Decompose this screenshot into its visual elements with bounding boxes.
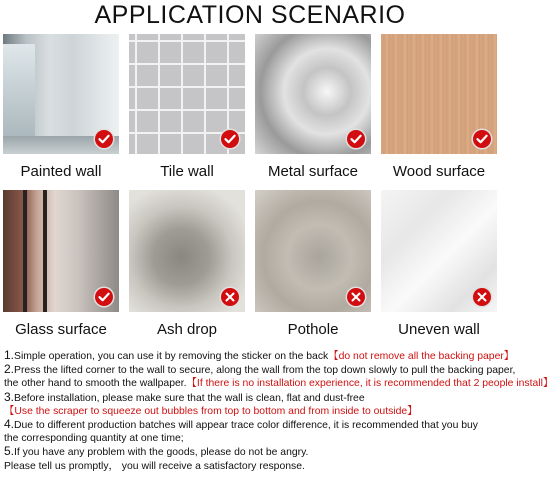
instruction-notes: [4, 348, 553, 473]
check-icon: [347, 130, 365, 148]
page-title: APPLICATION SCENARIO: [94, 1, 406, 29]
scenario-ash-drop: [129, 190, 245, 348]
scenario-label: Tile wall: [160, 163, 214, 180]
note-4-cont: the corresponding quantity at one time;: [4, 433, 184, 445]
check-icon: [95, 288, 113, 306]
scenario-pothole: [255, 190, 371, 348]
note-3: 3.Before installation, please make sure that the wall is clean, flat and dust-free: [4, 389, 365, 404]
scenario-uneven-wall: [381, 190, 497, 348]
note-4: 4.Due to different production batches will appear trace color difference, it is recommended that you buy: [4, 417, 479, 432]
wood-surface-image: [381, 34, 497, 154]
pothole-image: [255, 190, 371, 312]
scenario-painted-wall: [3, 34, 119, 190]
scenario-grid: [3, 34, 497, 348]
scenario-tile-wall: [129, 34, 245, 190]
scenario-label: Ash drop: [156, 321, 218, 338]
scenario-metal-surface: [255, 34, 371, 190]
scenario-label: Pothole: [287, 321, 339, 338]
check-icon: [95, 130, 113, 148]
door-frame: [23, 190, 27, 312]
note-1: 1.Simple operation, you can use it by removing the sticker on the back【do not remove all the backing paper】: [4, 348, 515, 362]
cross-icon: [221, 288, 239, 306]
scenario-label: Glass surface: [15, 321, 107, 338]
check-icon: [473, 130, 491, 148]
cross-icon: [473, 288, 491, 306]
metal-surface-image: [255, 34, 371, 154]
painted-wall-image: [3, 34, 119, 154]
scenario-label: Metal surface: [267, 163, 359, 180]
scenario-label: Painted wall: [20, 163, 102, 180]
note-2: 2.Press the lifted corner to the wall to secure, along the wall from the top down slowly to pull the backing paper,: [4, 362, 516, 377]
note-5-cont: Please tell us promptly， you will receive a satisfactory response.: [4, 460, 305, 472]
scenario-wood-surface: [381, 34, 497, 190]
glass-surface-image: [3, 190, 119, 312]
uneven-wall-image: [381, 190, 497, 312]
scenario-label: Uneven wall: [398, 321, 480, 338]
ash-drop-image: [129, 190, 245, 312]
note-5: 5.If you have any problem with the goods, please do not be angry.: [4, 444, 309, 459]
scenario-glass-surface: [3, 190, 119, 348]
window-light: [3, 44, 35, 139]
door-frame: [43, 190, 47, 312]
tile-wall-image: [129, 34, 245, 154]
cross-icon: [347, 288, 365, 306]
note-3-highlight: 【Use the scraper to squeeze out bubbles from top to bottom and from inside to outside】: [4, 405, 418, 417]
check-icon: [221, 130, 239, 148]
note-2-cont: the other hand to smooth the wallpaper.【If there is no installation experience, it is recommended that 2 people install】: [4, 378, 553, 390]
scenario-label: Wood surface: [392, 163, 486, 180]
